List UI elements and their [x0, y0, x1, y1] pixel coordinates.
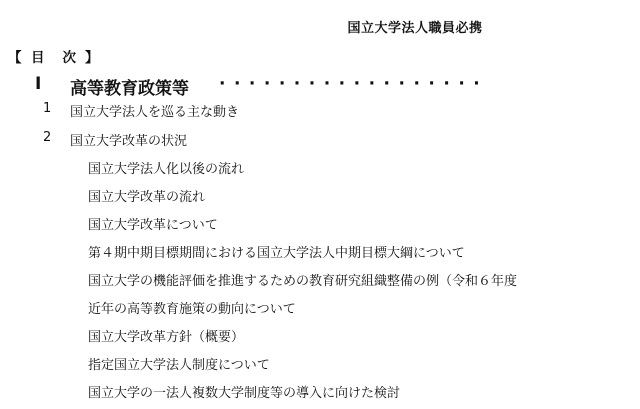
- section-title: 高等教育政策等: [70, 79, 189, 98]
- toc-subitem-text: 国立大学の機能評価を推進するための教育研究組織整備の例（令和６年度: [88, 274, 518, 289]
- toc-item-text: 国立大学法人を巡る主な動き: [70, 105, 240, 120]
- toc-close-bracket: 】: [85, 50, 99, 66]
- document-title: 国立大学法人職員必携: [347, 21, 483, 36]
- toc-subitem[interactable]: [0, 382, 640, 402]
- toc-subitem-text: 国立大学改革の流れ: [88, 190, 206, 205]
- toc-subitem[interactable]: [0, 186, 640, 206]
- toc-subitem[interactable]: [0, 158, 640, 178]
- toc-subitem-text: 第４期中期目標期間における国立大学法人中期目標大綱について: [88, 246, 465, 261]
- toc-heading-char-2: 次: [62, 50, 76, 66]
- toc-subitem[interactable]: [0, 298, 640, 318]
- toc-subitem-text: 近年の高等教育施策の動向について: [88, 302, 296, 317]
- toc-open-bracket: 【: [8, 50, 22, 66]
- toc-item-text: 国立大学改革の状況: [70, 134, 188, 149]
- toc-item-number: 1: [43, 101, 52, 116]
- toc-heading: [8, 46, 99, 66]
- section-numeral: Ⅰ: [35, 74, 42, 94]
- section-heading[interactable]: [0, 74, 640, 98]
- toc-item[interactable]: [0, 101, 640, 121]
- toc-subitem[interactable]: [0, 214, 640, 234]
- toc-subitem[interactable]: [0, 326, 640, 346]
- toc-heading-char-1: 目: [31, 50, 45, 66]
- toc-subitem[interactable]: [0, 242, 640, 262]
- toc-item-number: 2: [43, 130, 52, 145]
- dot-leader: ··················: [219, 74, 489, 94]
- toc-subitem[interactable]: [0, 354, 640, 374]
- toc-subitem-text: 国立大学改革について: [88, 218, 218, 233]
- toc-subitem-text: 国立大学の一法人複数大学制度等の導入に向けた検討: [88, 386, 401, 401]
- toc-subitem-text: 国立大学法人化以後の流れ: [88, 162, 245, 177]
- toc-item[interactable]: [0, 130, 640, 150]
- toc-subitem[interactable]: [0, 270, 640, 290]
- toc-subitem-text: 国立大学改革方針（概要）: [88, 330, 245, 345]
- toc-subitem-text: 指定国立大学法人制度について: [88, 358, 270, 373]
